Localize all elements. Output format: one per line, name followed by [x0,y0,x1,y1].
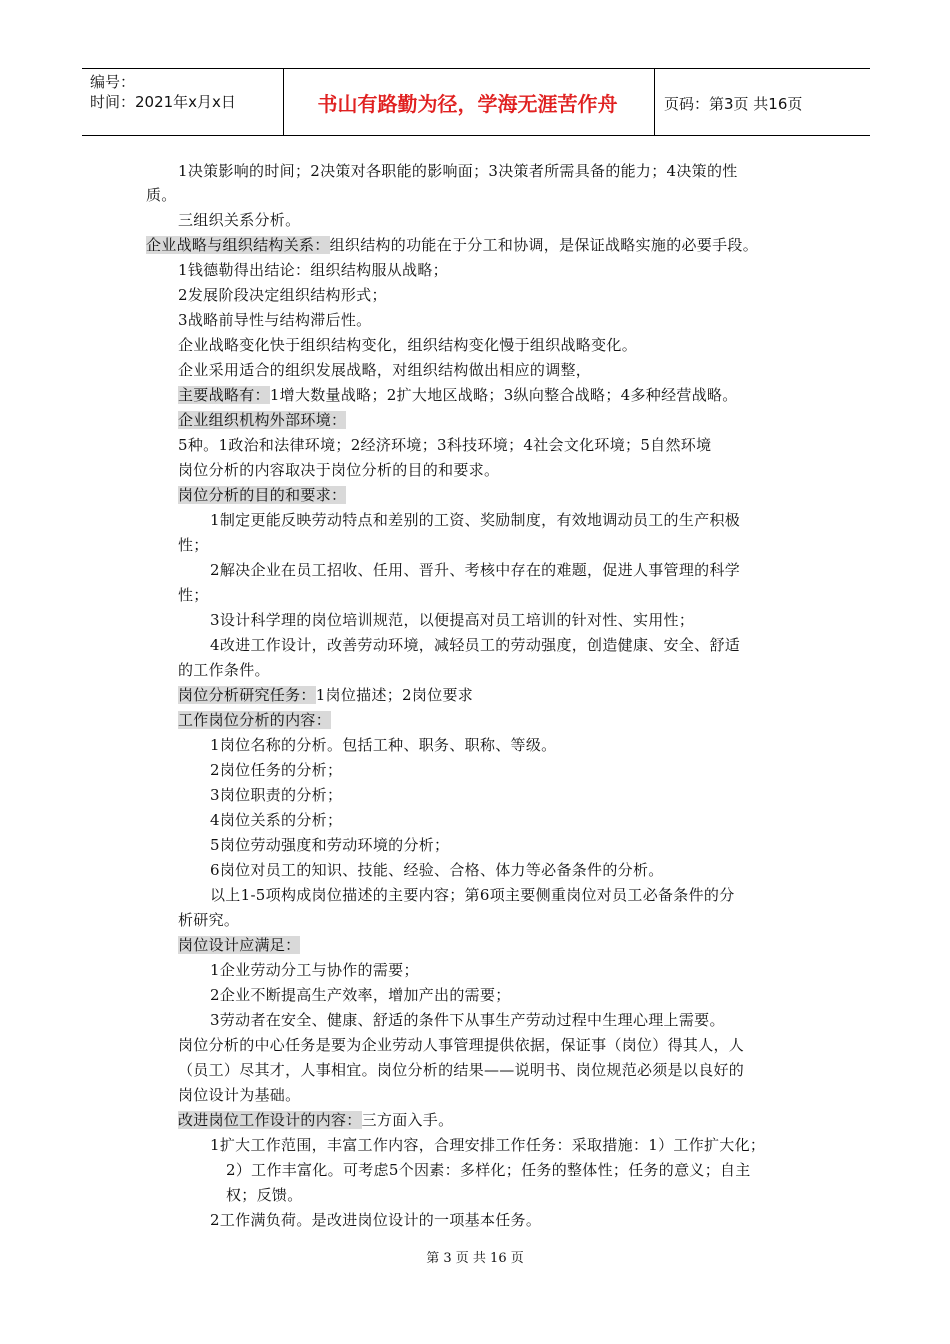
text-line [178,484,346,506]
text-line: 岗位分析的中心任务是要为企业劳动人事管理提供依据，保证事（岗位）得其人，人 [178,1036,745,1054]
text-line: 企业战略与组织结构关系：组织结构的功能在于分工和协调，是保证战略实施的必要手段。 [146,236,759,254]
text-line: 三组织关系分析。 [178,211,301,229]
highlighted-heading: 工作岗位分析的内容： [178,711,332,729]
highlighted-heading: 企业战略与组织结构关系： [146,236,330,254]
text-line: 的工作条件。 [178,661,270,679]
header-page-info: 页码：第3页 共16页 [664,95,803,113]
serial-label: 编号： [90,73,136,91]
text-line: 以上1-5项构成岗位描述的主要内容；第6项主要侧重岗位对员工必备条件的分 [210,886,735,904]
text-line: 2解决企业在员工招收、任用、晋升、考核中存在的难题，促进人事管理的科学 [210,561,741,579]
text-line: 2企业不断提高生产效率，增加产出的需要； [210,986,511,1004]
text-line: 2岗位任务的分析； [210,761,343,779]
header-meta [90,72,236,112]
text-line: 企业采用适合的组织发展战略，对组织结构做出相应的调整， [178,361,592,379]
text-line: 析研究。 [178,911,240,929]
highlighted-heading: 岗位分析的目的和要求： [178,486,347,504]
text-line: 3劳动者在安全、健康、舒适的条件下从事生产劳动过程中生理心理上需要。 [210,1011,725,1029]
text-line: 3岗位职责的分析； [210,786,343,804]
text-line: 2）工作丰富化。可考虑5个因素：多样化；任务的整体性；任务的意义；自主 [226,1161,751,1179]
text-line: （员工）尽其才，人事相宜。岗位分析的结果——说明书、岗位规范必须是以良好的 [178,1061,745,1079]
text-line [178,934,300,956]
text-line [178,709,331,731]
text-line: 2发展阶段决定组织结构形式； [178,286,387,304]
text-line: 5种。1政治和法律环境；2经济环境；3科技环境；4社会文化环境；5自然环境 [178,436,712,454]
text-line: 6岗位对员工的知识、技能、经验、合格、体力等必备条件的分析。 [210,861,664,879]
text-line: 性； [178,586,209,604]
highlighted-heading: 改进岗位工作设计的内容： [178,1111,362,1129]
header-bottom-rule [82,135,870,136]
text-line: 改进岗位工作设计的内容：三方面入手。 [178,1111,454,1129]
text-line: 1钱德勒得出结论：组织结构服从战略； [178,261,448,279]
text-line: 质。 [146,186,177,204]
text-line: 企业战略变化快于组织结构变化，组织结构变化慢于组织战略变化。 [178,336,638,354]
text-line: 4改进工作设计，改善劳动环境，减轻员工的劳动强度，创造健康、安全、舒适 [210,636,741,654]
text-line: 岗位设计为基础。 [178,1086,301,1104]
text-line: 1岗位名称的分析。包括工种、职务、职称、等级。 [210,736,557,754]
text-line: 性； [178,536,209,554]
header-top-rule [82,68,870,69]
highlighted-heading: 岗位分析研究任务： [178,686,316,704]
text-line [178,409,346,431]
text-line: 1决策影响的时间；2决策对各职能的影响面；3决策者所需具备的能力；4决策的性 [178,162,738,180]
header-motto: 书山有路勤为径，学海无涯苦作舟 [317,92,618,116]
text-line: 4岗位关系的分析； [210,811,343,829]
text-line: 3战略前导性与结构滞后性。 [178,311,372,329]
text-line: 3设计科学理的岗位培训规范，以便提高对员工培训的针对性、实用性； [210,611,695,629]
text-line: 1企业劳动分工与协作的需要； [210,961,419,979]
page-footer: 第 3 页 共 16 页 [426,1251,524,1266]
text-line: 主要战略有：1增大数量战略；2扩大地区战略；3纵向整合战略；4多种经营战略。 [178,386,738,404]
highlighted-heading: 主要战略有： [178,386,270,404]
header-divider-left [283,68,284,136]
highlighted-heading: 岗位设计应满足： [178,936,301,954]
text-line: 岗位分析的内容取决于岗位分析的目的和要求。 [178,461,500,479]
time-label: 时间：2021年x月x日 [90,93,236,111]
text-line: 1制定更能反映劳动特点和差别的工资、奖励制度，有效地调动员工的生产积极 [210,511,741,529]
text-line: 岗位分析研究任务：1岗位描述；2岗位要求 [178,686,474,704]
text-line: 权；反馈。 [226,1186,303,1204]
text-line: 5岗位劳动强度和劳动环境的分析； [210,836,450,854]
highlighted-heading: 企业组织机构外部环境： [178,411,347,429]
text-line: 2工作满负荷。是改进岗位设计的一项基本任务。 [210,1211,542,1229]
header-divider-right [654,68,655,136]
text-line: 1扩大工作范围，丰富工作内容，合理安排工作任务：采取措施：1）工作扩大化； [210,1136,766,1154]
